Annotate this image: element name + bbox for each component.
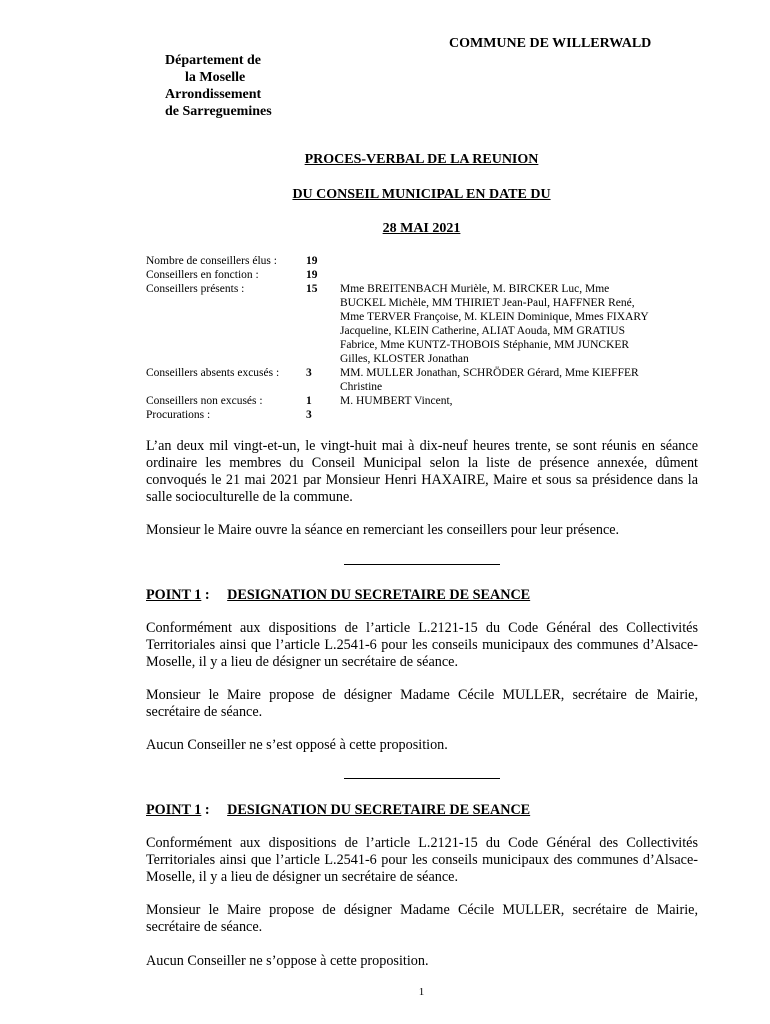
presents-names bbox=[340, 282, 690, 366]
procurations-count: 3 bbox=[306, 409, 312, 421]
names-line: Mme TERVER Françoise, M. KLEIN Dominique, Mmes FIXARY bbox=[340, 311, 649, 323]
fonction-label: Conseillers en fonction : bbox=[146, 269, 259, 281]
excuses-count: 3 bbox=[306, 367, 312, 379]
department-line: de Sarreguemines bbox=[165, 104, 272, 119]
department-block bbox=[165, 52, 305, 120]
meeting-date: 28 MAI 2021 bbox=[382, 221, 461, 236]
section-paragraph: Aucun Conseiller ne s’oppose à cette proposition. bbox=[146, 953, 429, 969]
names-line: Fabrice, Mme KUNTZ-THOBOIS Stéphanie, MM JUNCKER bbox=[340, 339, 630, 351]
fonction-count: 19 bbox=[306, 269, 318, 281]
excuses-names bbox=[340, 366, 690, 394]
names-line: Jacqueline, KLEIN Catherine, ALIAT Aouda, MM GRATIUS bbox=[340, 325, 626, 337]
elus-count: 19 bbox=[306, 255, 318, 267]
section-paragraph: Monsieur le Maire propose de désigner Madame Cécile MULLER, secrétaire de Mairie, secrétaire de séance. bbox=[146, 687, 698, 720]
procurations-label: Procurations : bbox=[146, 409, 211, 421]
point-colon: : bbox=[204, 802, 210, 818]
elus-label: Nombre de conseillers élus : bbox=[146, 255, 277, 267]
names-line: Mme BREITENBACH Murièle, M. BIRCKER Luc, Mme bbox=[340, 283, 610, 295]
intro-paragraph: L’an deux mil vingt-et-un, le vingt-huit mai à dix-neuf heures trente, se sont réunis en séance ordinaire les membres du Conseil Municipal selon la liste de présence annexée, dûment convoqués le 21 mai 2021 par Monsieur Henri HAXAIRE, Maire et sous sa présidence dans la salle socioculturelle de la commune. bbox=[146, 438, 698, 505]
commune-name: COMMUNE DE WILLERWALD bbox=[449, 36, 652, 51]
non-excuses-count: 1 bbox=[306, 395, 312, 407]
section-title: DESIGNATION DU SECRETAIRE DE SEANCE bbox=[227, 587, 531, 603]
point-number: POINT 1 bbox=[146, 587, 202, 603]
names-line: M. HUMBERT Vincent, bbox=[340, 395, 453, 407]
section-paragraph: Conformément aux dispositions de l’article L.2121-15 du Code Général des Collectivités Territoriales ainsi que l’article L.2541-6 pour les conseils municipaux des communes d’Alsace-Moselle, il y a lieu de désigner un secrétaire de séance. bbox=[146, 620, 698, 670]
non-excuses-names bbox=[340, 394, 690, 408]
document-title-line2: DU CONSEIL MUNICIPAL EN DATE DU bbox=[292, 187, 551, 202]
point-number: POINT 1 bbox=[146, 802, 202, 818]
names-line: Gilles, KLOSTER Jonathan bbox=[340, 353, 469, 365]
presents-label: Conseillers présents : bbox=[146, 283, 245, 295]
section-paragraph: Aucun Conseiller ne s’est opposé à cette proposition. bbox=[146, 737, 448, 753]
opening-paragraph: Monsieur le Maire ouvre la séance en remerciant les conseillers pour leur présence. bbox=[146, 522, 620, 538]
separator-rule bbox=[344, 778, 500, 779]
section-heading bbox=[146, 802, 530, 819]
non-excuses-label: Conseillers non excusés : bbox=[146, 395, 263, 407]
names-line: MM. MULLER Jonathan, SCHRÖDER Gérard, Mme KIEFFER bbox=[340, 367, 639, 379]
separator-rule bbox=[344, 564, 500, 565]
document-title-line1: PROCES-VERBAL DE LA REUNION bbox=[304, 152, 539, 167]
department-line: Arrondissement bbox=[165, 87, 262, 102]
page-number: 1 bbox=[418, 986, 425, 998]
names-line: Christine bbox=[340, 381, 383, 393]
section-paragraph: Monsieur le Maire propose de désigner Madame Cécile MULLER, secrétaire de Mairie, secrétaire de séance. bbox=[146, 902, 698, 935]
point-colon: : bbox=[204, 587, 210, 603]
presents-count: 15 bbox=[306, 283, 318, 295]
names-line: BUCKEL Michèle, MM THIRIET Jean-Paul, HAFFNER René, bbox=[340, 297, 635, 309]
section-title: DESIGNATION DU SECRETAIRE DE SEANCE bbox=[227, 802, 531, 818]
department-line: la Moselle bbox=[185, 70, 246, 85]
section-paragraph: Conformément aux dispositions de l’article L.2121-15 du Code Général des Collectivités Territoriales ainsi que l’article L.2541-6 pour les conseils municipaux des communes d’Alsace-Moselle, il y a lieu de désigner un secrétaire de séance. bbox=[146, 835, 698, 885]
department-line: Département de bbox=[165, 53, 262, 68]
excuses-label: Conseillers absents excusés : bbox=[146, 367, 280, 379]
section-heading bbox=[146, 587, 530, 604]
